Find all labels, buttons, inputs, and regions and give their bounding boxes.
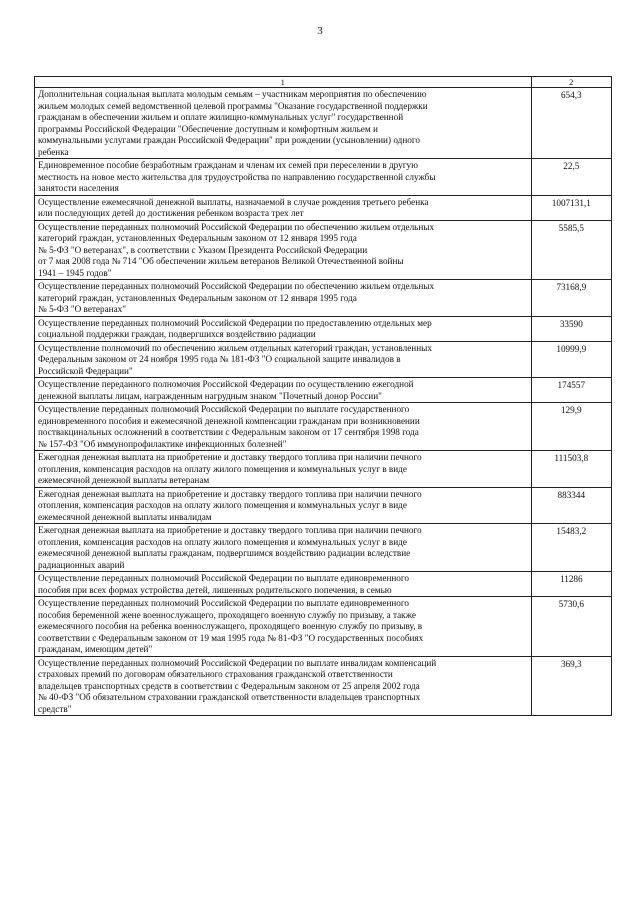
row-amount: 129,9: [531, 403, 611, 451]
row-description: Дополнительная социальная выплата молодым семьям – участникам мероприятия по обеспечению жильем молодых семей ведомственной целевой программы "Оказание государственной поддержки гражданам в обеспечении жильем и оплате жилищно-коммунальных услуг" государственной программы Российской Федерации "Обеспечение доступным и комфортным жильем и коммунальными услугами граждан Российской Федерации" при рождении (усыновлении) одного ребенка: [35, 88, 532, 159]
column-header-1: 1: [35, 77, 532, 88]
table-row: [35, 280, 612, 317]
row-description: Ежегодная денежная выплата на приобретение и доставку твердого топлива при наличии печного отопления, компенсация расходов на оплату жилого помещения и коммунальных услуг в виде ежемесячной денежной выплаты инвалидам: [35, 487, 532, 524]
row-description: Осуществление переданных полномочий Российской Федерации по выплате инвалидам компенсаций страховых премий по договорам обязательного страхования гражданской ответственности владельцев транспортных средств в соответствии с Федеральным законом от 25 апреля 2002 года № 40-ФЗ "Об обязательном страховании гражданской ответственности владельцев транспортных средств": [35, 656, 532, 716]
table-row: [35, 159, 612, 196]
row-description: Осуществление полномочий по обеспечению жильем отдельных категорий граждан, установленных Федеральным законом от 24 ноября 1995 года № 181-ФЗ "О социальной защите инвалидов в Российской Федерации": [35, 341, 532, 378]
row-description: Ежегодная денежная выплата на приобретение и доставку твердого топлива при наличии печного отопления, компенсация расходов на оплату жилого помещения и коммунальных услуг в виде ежемесячной денежной выплаты ветеранам: [35, 451, 532, 488]
row-description: Осуществление переданных полномочий Российской Федерации по выплате единовременного пособия при всех формах устройства детей, лишенных родительского попечения, в семью: [35, 572, 532, 597]
row-amount: 174557: [531, 378, 611, 403]
row-amount: 1007131,1: [531, 195, 611, 220]
table-row: [35, 341, 612, 378]
row-description: Осуществление переданных полномочий Российской Федерации по выплате единовременного пособия беременной жене военнослужащего, проходящего военную службу по призыву, а также ежемесячного пособия на ребенка военнослужащего, проходящего военную службу по призыву, в соответствии с Федеральным законом от 19 мая 1995 года № 81-ФЗ "О государственных пособиях гражданам, имеющим детей": [35, 597, 532, 657]
row-amount: 22,5: [531, 159, 611, 196]
page-number: 3: [317, 25, 323, 37]
table-row: [35, 451, 612, 488]
table-header-row: [35, 77, 612, 88]
table-row: [35, 316, 612, 341]
row-amount: 111503,8: [531, 451, 611, 488]
row-description: Осуществление переданного полномочия Российской Федерации по осуществлению ежегодной денежной выплаты лицам, награжденным нагрудным знаком "Почетный донор России": [35, 378, 532, 403]
row-amount: 73168,9: [531, 280, 611, 317]
row-amount: 369,3: [531, 656, 611, 716]
table-row: [35, 88, 612, 159]
row-description: Осуществление ежемесячной денежной выплаты, назначаемой в случае рождения третьего ребенка или последующих детей до достижения ребенком возраста трех лет: [35, 195, 532, 220]
row-amount: 33590: [531, 316, 611, 341]
table-row: [35, 195, 612, 220]
row-description: Осуществление переданных полномочий Российской Федерации по обеспечению жильем отдельных категорий граждан, установленных Федеральным законом от 12 января 1995 года № 5-ФЗ "О ветеранах": [35, 280, 532, 317]
row-amount: 15483,2: [531, 524, 611, 572]
row-amount: 883344: [531, 487, 611, 524]
row-amount: 10999,9: [531, 341, 611, 378]
row-amount: 11286: [531, 572, 611, 597]
table-row: [35, 403, 612, 451]
table-row: [35, 220, 612, 280]
table-row: [35, 378, 612, 403]
table-row: [35, 656, 612, 716]
row-amount: 5730,6: [531, 597, 611, 657]
column-header-2: 2: [531, 77, 611, 88]
row-description: Осуществление переданных полномочий Российской Федерации по предоставлению отдельных мер социальной поддержки граждан, подвергшихся воздействию радиации: [35, 316, 532, 341]
table-row: [35, 487, 612, 524]
row-description: Единовременное пособие безработным гражданам и членам их семей при переселении в другую местность на новое место жительства для трудоустройства по направлению государственной службы занятости населения: [35, 159, 532, 196]
budget-table: [34, 76, 612, 716]
row-description: Осуществление переданных полномочий Российской Федерации по выплате государственного единовременного пособия и ежемесячной денежной компенсации гражданам при возникновении поствакцинальных осложнений в соответствии с Федеральным законом от 17 сентября 1998 года № 157-ФЗ "Об иммунопрофилактике инфекционных болезней": [35, 403, 532, 451]
row-amount: 5585,5: [531, 220, 611, 280]
row-description: Ежегодная денежная выплата на приобретение и доставку твердого топлива при наличии печного отопления, компенсация расходов на оплату жилого помещения и коммунальных услуг в виде ежемесячной денежной выплаты гражданам, подвергшимся воздействию радиации вследствие радиационных аварий: [35, 524, 532, 572]
table-row: [35, 524, 612, 572]
row-amount: 654,3: [531, 88, 611, 159]
table-row: [35, 597, 612, 657]
table-row: [35, 572, 612, 597]
row-description: Осуществление переданных полномочий Российской Федерации по обеспечению жильем отдельных категорий граждан, установленных Федеральным законом от 12 января 1995 года № 5-ФЗ "О ветеранах", в соответствии с Указом Президента Российской Федерации от 7 мая 2008 года № 714 "Об обеспечении жильем ветеранов Великой Отечественной войны 1941 – 1945 годов": [35, 220, 532, 280]
